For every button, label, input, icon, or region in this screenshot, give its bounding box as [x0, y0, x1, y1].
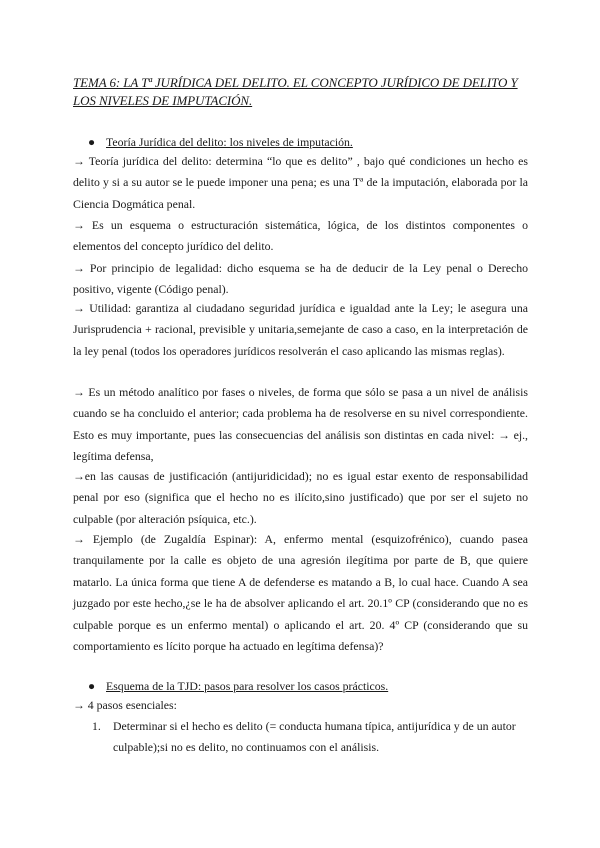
paragraph: → Utilidad: garantiza al ciudadano seguridad jurídica e igualdad ante la Ley; le asegura una Jurisprudencia + racional, previsible y unitaria,semejante de caso a caso, en la interpretación de la ley penal (todos los operadores jurídicos resolverán el caso aplicando las mismas reglas).: [73, 301, 528, 358]
paragraph: → Teoría jurídica del delito: determina “lo que es delito” , bajo qué condiciones un hecho es delito y si a su autor se le puede imponer una pena; es una Tª de la imputación, elaborada por la Ciencia Dogmática penal.: [73, 154, 528, 211]
paragraph: →en las causas de justificación (antijuridicidad); no es igual estar exento de responsabilidad penal por eso (significa que el hecho no es ilícito,sino justificado) que por ser el sujeto no culpable (por alteración psíquica, etc.).: [73, 469, 528, 526]
list-item-number: 1.: [92, 719, 101, 733]
section-heading-scheme: [88, 678, 388, 695]
section-heading-text: Esquema de la TJD: pasos para resolver los casos prácticos.: [106, 679, 389, 693]
paragraph: → Ejemplo (de Zugaldía Espinar): A, enfermo mental (esquizofrénico), cuando pasea tranquilamente por la calle es objeto de una agresión ilegítima por parte de B, que quiere matarlo. La única forma que tiene A de defenderse es matando a B, lo cual hace. Cuando A sea juzgado por este hecho,¿se le ha de absolver aplicando el art. 20.1º CP (considerando que no es culpable porque es un enfermo mental) o aplicando el art. 20. 4º CP (considerando que su comportamiento es lícito porque ha actuado en legítima defensa)?: [73, 532, 528, 654]
section-heading-text: Teoría Jurídica del delito: los niveles de imputación.: [106, 135, 353, 149]
paragraph: → Es un método analítico por fases o niveles, de forma que sólo se pasa a un nivel de análisis cuando se ha concluido el anterior; cada problema ha de resolverse en su nivel correspondiente. Esto es muy importante, pues las consecuencias del análisis son distintas en cada nivel: → ej., legítima defensa,: [73, 385, 528, 464]
list-item: [92, 716, 528, 759]
list-item-text: Determinar si el hecho es delito (= conducta humana típica, antijurídica y de un autor culpable);si no es delito, no continuamos con el análisis.: [113, 719, 516, 755]
document-title: TEMA 6: LA Tª JURÍDICA DEL DELITO. EL CONCEPTO JURÍDICO DE DELITO Y LOS NIVELES DE IMPUTACIÓN.: [73, 75, 518, 108]
section-heading-theory: [88, 134, 353, 151]
bullet-icon: ●: [88, 679, 96, 693]
paragraph: → Por principio de legalidad: dicho esquema se ha de deducir de la Ley penal o Derecho positivo, vigente (Código penal).: [73, 261, 528, 297]
bullet-icon: ●: [88, 135, 96, 149]
paragraph: → 4 pasos esenciales:: [73, 698, 177, 712]
paragraph: → Es un esquema o estructuración sistemática, lógica, de los distintos componentes o elementos del concepto jurídico del delito.: [73, 218, 528, 254]
